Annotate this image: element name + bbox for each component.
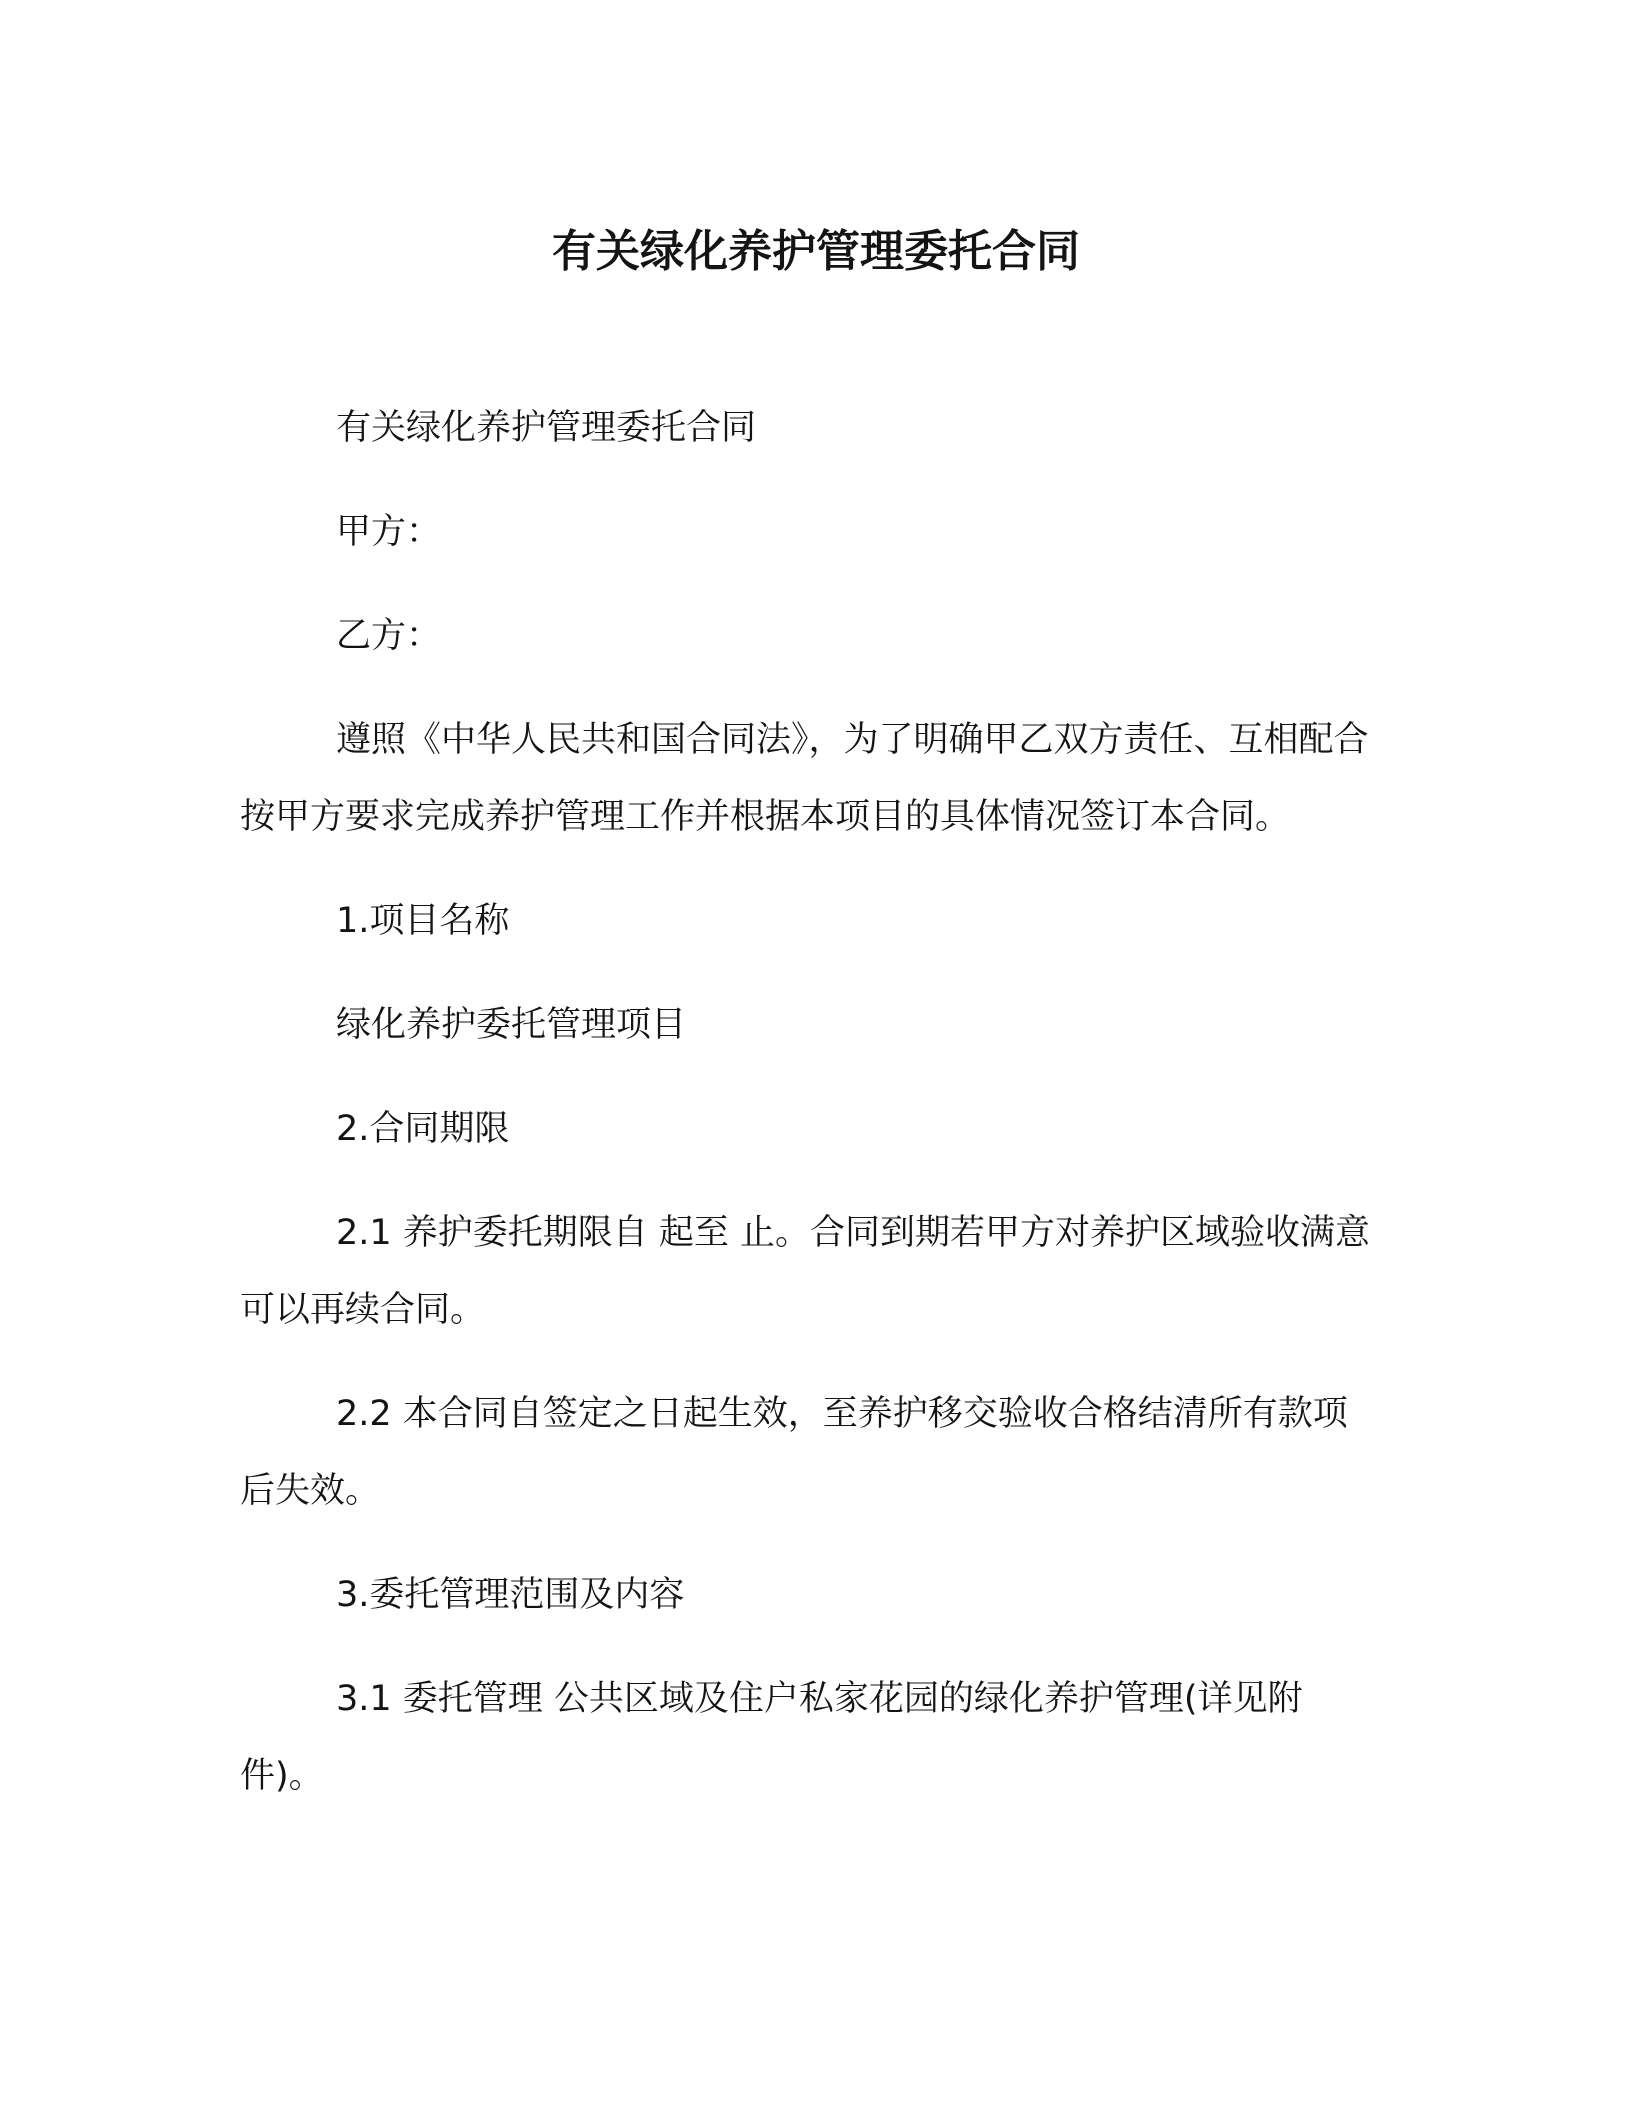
preamble-paragraph: 遵照《中华人民共和国合同法》，为了明确甲乙双方责任、互相配合按甲方要求完成养护管理工作并根据本项目的具体情况签订本合同。 <box>240 720 1369 837</box>
clause-3-1: 3.1 委托管理 公共区域及住户私家花园的绿化养护管理(详见附件)。 <box>240 1679 1303 1796</box>
clause-2-1: 2.1 养护委托期限自 起至 止。合同到期若甲方对养护区域验收满意可以再续合同。 <box>240 1213 1371 1330</box>
party-b-line: 乙方： <box>336 616 442 656</box>
clause-2-2: 2.2 本合同自签定之日起生效，至养护移交验收合格结清所有款项后失效。 <box>240 1394 1348 1511</box>
contract-heading: 有关绿化养护管理委托合同 <box>336 408 757 448</box>
document-body <box>240 390 1376 1842</box>
party-a-line: 甲方： <box>336 512 442 552</box>
section-3-heading: 3.委托管理范围及内容 <box>336 1575 685 1615</box>
document-title: 有关绿化养护管理委托合同 <box>552 226 1080 277</box>
project-name-text: 绿化养护委托管理项目 <box>336 1005 687 1045</box>
section-1-heading: 1.项目名称 <box>336 901 510 941</box>
section-2-heading: 2.合同期限 <box>336 1109 510 1149</box>
